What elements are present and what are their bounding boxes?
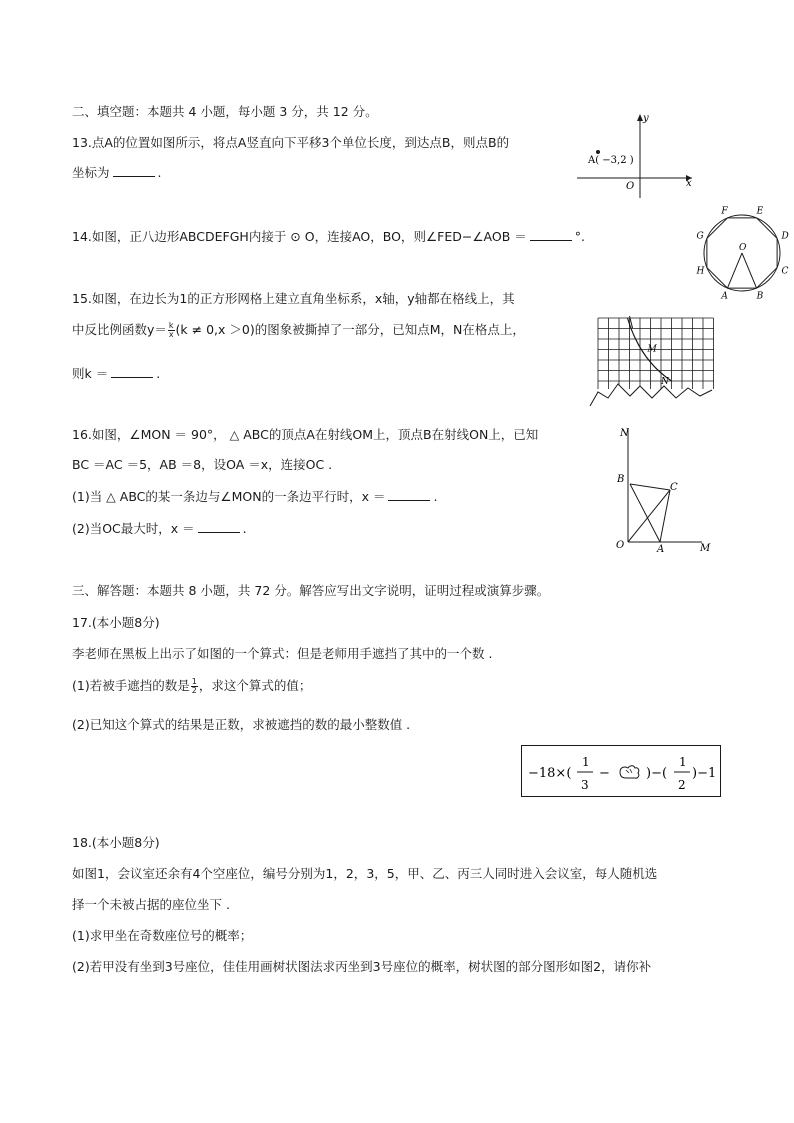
expr-f2-num: 1 bbox=[679, 755, 687, 769]
q16-part1-answer-blank[interactable] bbox=[388, 488, 430, 501]
q17-part1-post: ，求这个算式的值； bbox=[198, 678, 312, 693]
q17-part1-num: 1 bbox=[191, 677, 197, 686]
octagon-label-c: C bbox=[781, 266, 789, 277]
section2-heading: 二、填空题：本题共 4 小题，每小题 3 分，共 12 分。 bbox=[72, 104, 378, 119]
q13-answer-blank[interactable] bbox=[113, 164, 155, 177]
octagon-label-b: B bbox=[756, 291, 764, 302]
q13-line2-post: . bbox=[157, 165, 162, 180]
octagon-label-h: H bbox=[696, 266, 705, 277]
q16-part2-post: . bbox=[242, 521, 247, 536]
q14-octagon-figure bbox=[692, 203, 792, 303]
label-b: B bbox=[617, 474, 625, 485]
octagon-label-e: E bbox=[756, 206, 764, 217]
q15-line1: 15.如图，在边长为1的正方形网格上建立直角坐标系，x轴，y轴都在格线上，其 bbox=[72, 291, 515, 306]
q14-text-post: °. bbox=[574, 229, 585, 244]
q16-line2: BC ＝AC ＝5，AB ＝8，设OA ＝x，连接OC . bbox=[72, 457, 333, 472]
hand-icon bbox=[620, 766, 639, 778]
q16-part2-answer-blank[interactable] bbox=[198, 520, 240, 533]
q18-part1: (1)求甲坐在奇数座位号的概率； bbox=[72, 928, 253, 943]
q18-line1: 如图1，会议室还余有4个空座位，编号分别为1，2，3，5，甲、乙、丙三人同时进入会议室，每人随机选 bbox=[72, 866, 658, 881]
label-c: C bbox=[670, 482, 678, 493]
q15-line3-pre: 则k ＝ bbox=[72, 366, 109, 381]
q15-answer-blank[interactable] bbox=[111, 365, 153, 378]
q15-line2-post: (k ≠ 0,x ＞0)的图象被撕掉了一部分，已知点M，N在格点上， bbox=[175, 322, 525, 337]
q13-line2-pre: 坐标为 bbox=[72, 165, 110, 180]
q13-coordinate-figure bbox=[572, 110, 702, 200]
q17-part1-pre: (1)若被手遮挡的数是 bbox=[72, 678, 190, 693]
octagon-label-d: D bbox=[781, 231, 789, 242]
q13-line2 bbox=[72, 164, 162, 182]
point-a-dot bbox=[596, 150, 600, 154]
q15-frac-num: k bbox=[168, 321, 174, 330]
q15-frac-den: x bbox=[168, 330, 174, 339]
octagon-label-a: A bbox=[721, 291, 728, 302]
label-o: O bbox=[616, 540, 625, 551]
octagon-label-f: F bbox=[721, 206, 728, 217]
q15-line2 bbox=[72, 321, 525, 339]
label-m: M bbox=[700, 543, 711, 554]
q17-expression bbox=[522, 746, 720, 796]
q16-line1: 16.如图，∠MON ＝ 90°， △ ABC的顶点A在射线OM上，顶点B在射线ON上，已知 bbox=[72, 427, 539, 442]
y-axis-label: y bbox=[643, 113, 649, 124]
point-a-label: A( −3,2 ) bbox=[588, 155, 634, 166]
q16-part1-post: . bbox=[433, 489, 438, 504]
q16-triangle-figure bbox=[610, 420, 720, 560]
q15-line3 bbox=[72, 365, 160, 383]
q17-part2: (2)已知这个算式的结果是正数，求被遮挡的数的最小整数值 . bbox=[72, 717, 411, 732]
label-n: N bbox=[620, 428, 629, 439]
q16-part1 bbox=[72, 488, 437, 506]
q17-title: 17.(本小题8分) bbox=[72, 615, 160, 630]
q13-line1: 13.点A的位置如图所示，将点A竖直向下平移3个单位长度，到达点B，则点B的 bbox=[72, 135, 510, 150]
q17-part1 bbox=[72, 677, 311, 695]
segment-ao bbox=[727, 253, 742, 288]
expr-f1-den: 3 bbox=[581, 778, 589, 792]
q17-expression-box bbox=[521, 745, 721, 797]
expr-coef: −18×( bbox=[528, 766, 572, 781]
expr-f1-num: 1 bbox=[582, 755, 590, 769]
q18-title: 18.(本小题8分) bbox=[72, 835, 160, 850]
expr-f2-den: 2 bbox=[678, 778, 686, 792]
origin-label: O bbox=[626, 181, 635, 192]
x-axis-label: x bbox=[686, 178, 692, 189]
q15-grid-figure bbox=[588, 314, 718, 412]
q16-part2-pre: (2)当OC最大时，x ＝ bbox=[72, 521, 195, 536]
q16-part1-pre: (1)当 △ ABC的某一条边与∠MON的一条边平行时，x ＝ bbox=[72, 489, 386, 504]
q16-part2 bbox=[72, 520, 247, 538]
expr-exp: )−1 bbox=[692, 766, 717, 781]
expr-close: )−( bbox=[646, 766, 668, 781]
section3-heading: 三、解答题：本题共 8 小题，共 72 分。解答应写出文字说明，证明过程或演算步骤。 bbox=[72, 583, 550, 598]
q15-line3-post: . bbox=[156, 366, 161, 381]
q17-part1-fraction bbox=[191, 678, 198, 695]
point-m-label: M bbox=[647, 344, 657, 355]
q14-answer-blank[interactable] bbox=[530, 228, 572, 241]
q18-line2: 择一个未被占据的座位坐下 . bbox=[72, 897, 230, 912]
q17-part1-den: 2 bbox=[191, 686, 197, 695]
q17-line1: 李老师在黑板上出示了如图的一个算式：但是老师用手遮挡了其中的一个数 . bbox=[72, 646, 493, 661]
point-n-label: N bbox=[661, 377, 669, 387]
q18-part2: (2)若甲没有坐到3号座位，佳佳用画树状图法求丙坐到3号座位的概率，树状图的部分图形如图2，请你补 bbox=[72, 959, 652, 974]
q15-fraction bbox=[168, 322, 175, 339]
octagon-label-g: G bbox=[696, 231, 704, 242]
octagon-center-label: O bbox=[739, 243, 747, 253]
q14-text bbox=[72, 228, 585, 246]
label-a: A bbox=[657, 544, 665, 555]
expr-minus: − bbox=[599, 766, 610, 781]
segment-bo bbox=[742, 253, 757, 288]
q15-line2-pre: 中反比例函数y＝ bbox=[72, 322, 167, 337]
q14-text-pre: 14.如图，正八边形ABCDEFGH内接于 ⊙ O，连接AO，BO，则∠FED−∠AOB ＝ bbox=[72, 229, 527, 244]
